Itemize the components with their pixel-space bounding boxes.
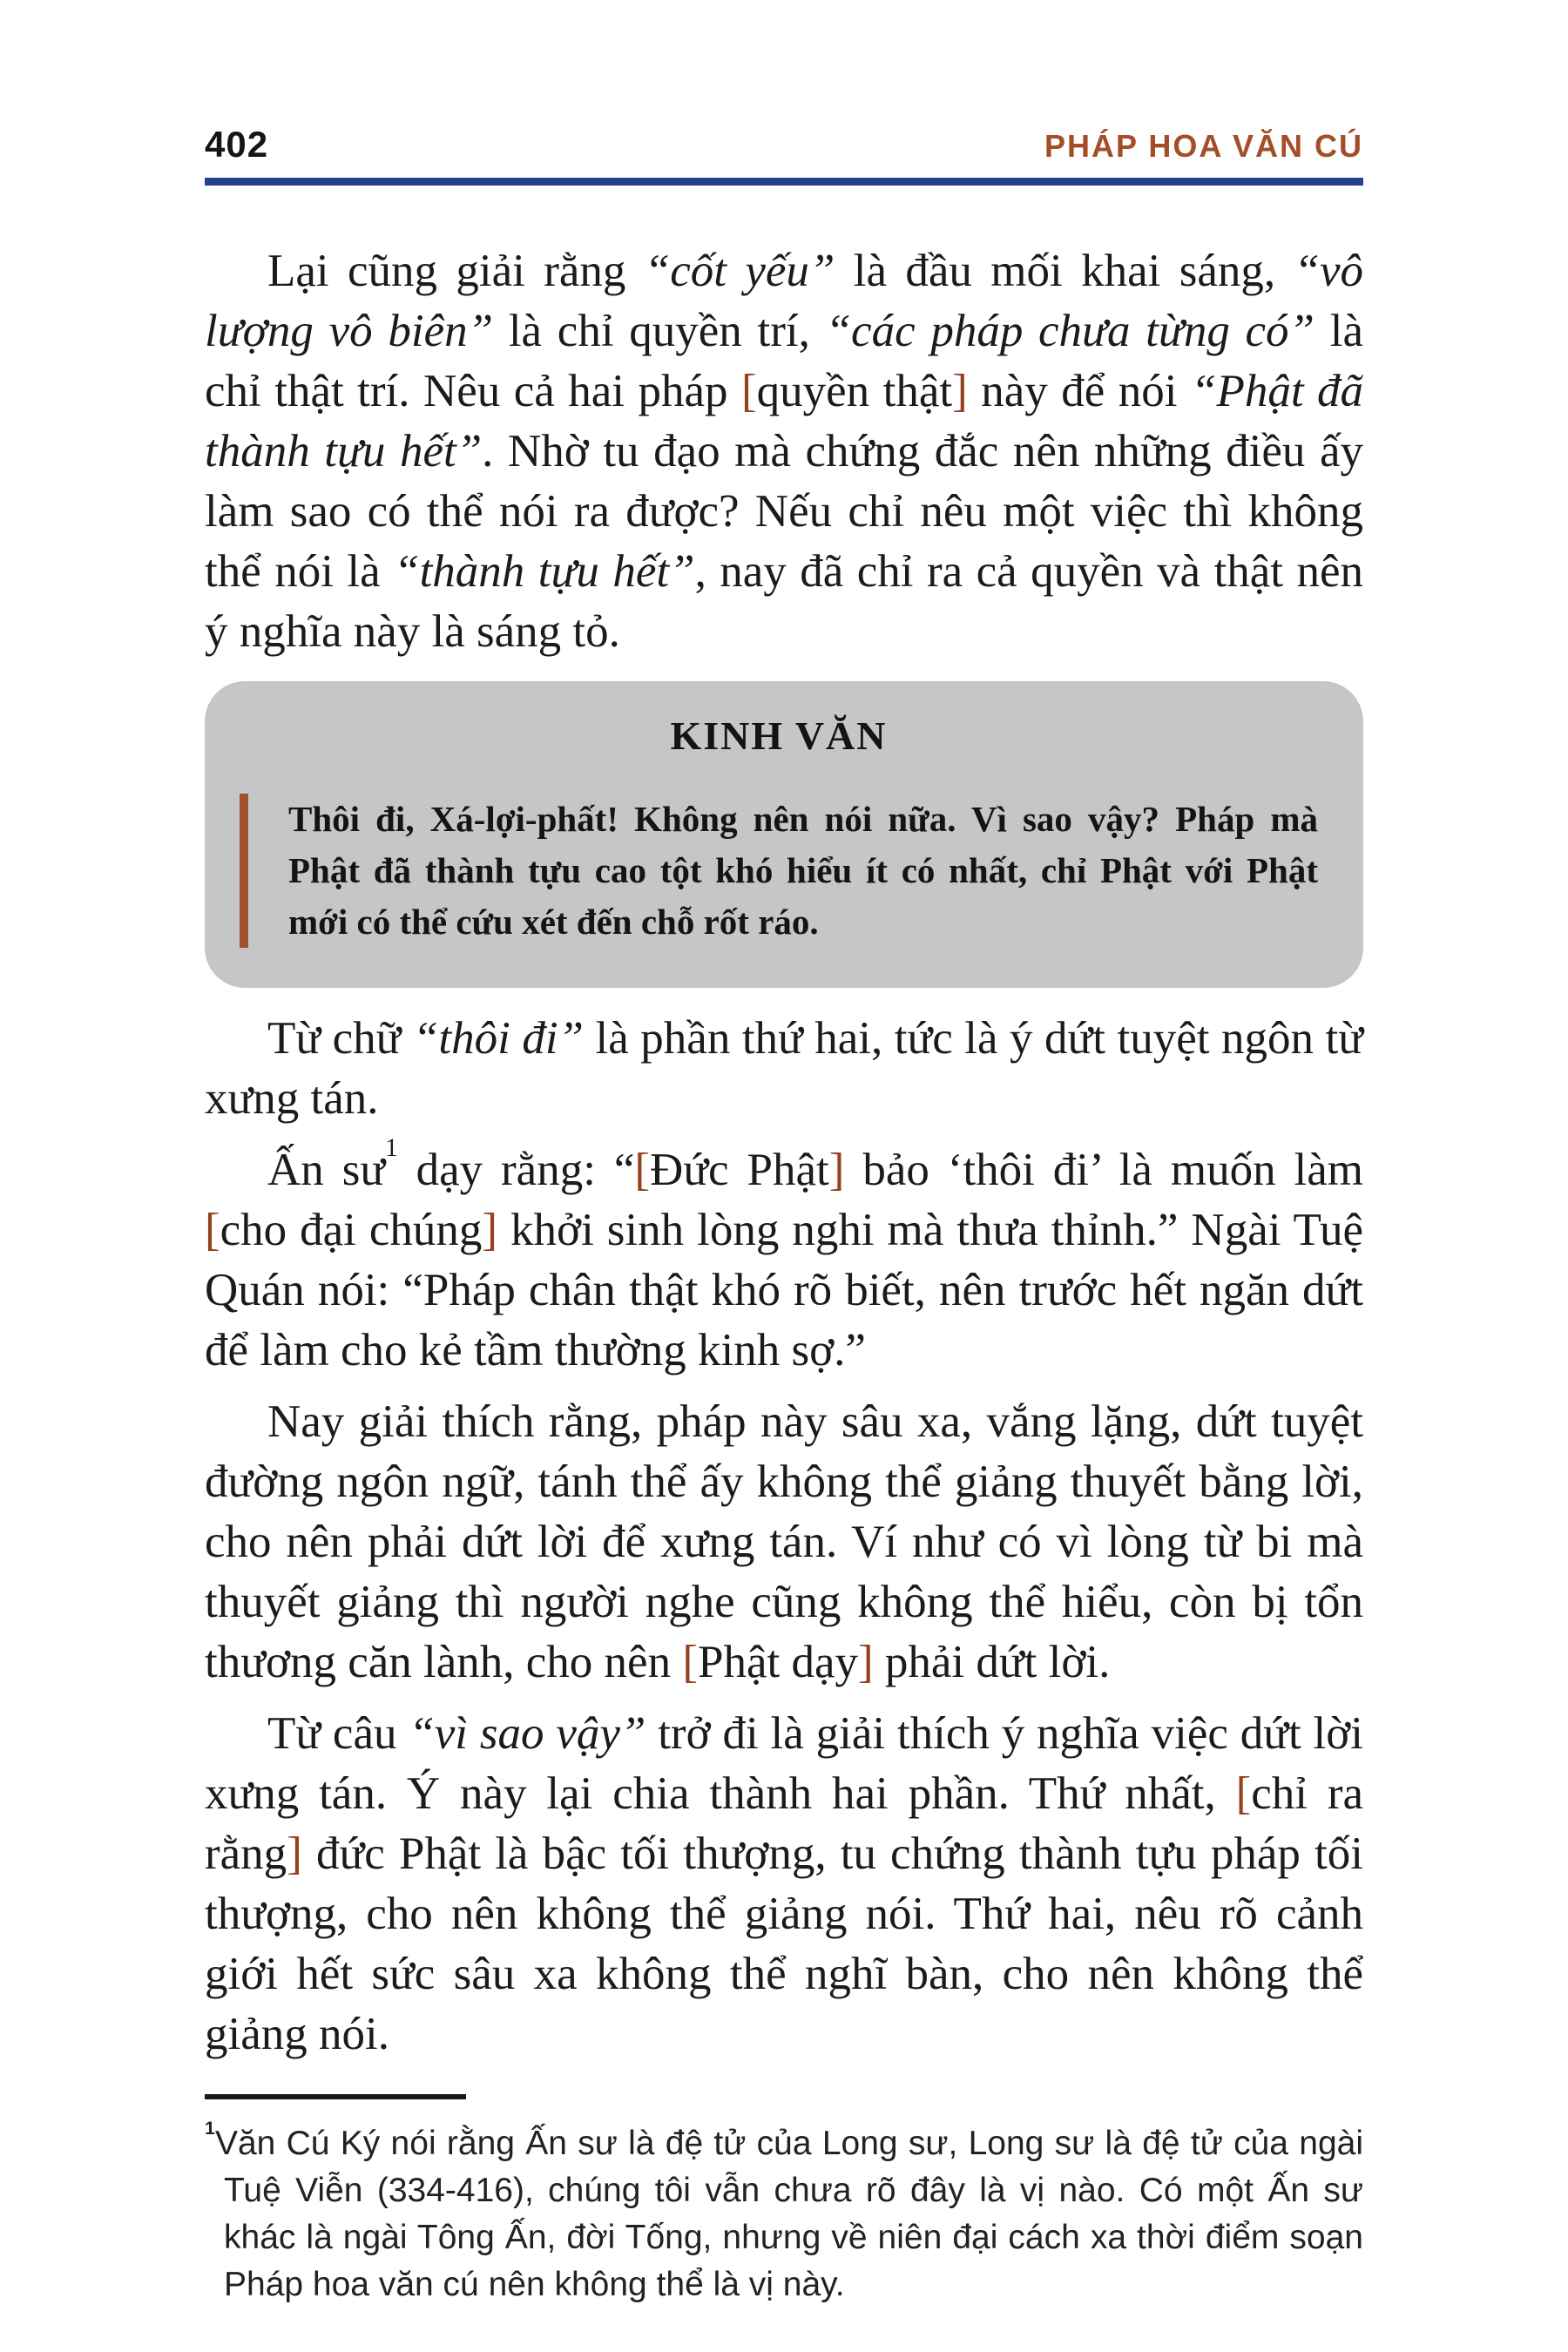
page-number: 402	[205, 124, 269, 165]
paragraph-1: Lại cũng giải rằng “cốt yếu” là đầu mối khai sáng, “vô lượng vô biên” là chỉ quyền trí, “các pháp chưa từng có” là chỉ thật trí. Nêu cả hai pháp [quyền thật] này để nói “Phật đã thành tựu hết”. Nhờ tu đạo mà chứng đắc nên những điều ấy làm sao có thể nói ra được? Nếu chỉ nêu một việc thì không thể nói là “thành tựu hết”, nay đã chỉ ra cả quyền và thật nên ý nghĩa này là sáng tỏ.	[205, 246, 1364, 657]
paragraph-5: Từ câu “vì sao vậy” trở đi là giải thích ý nghĩa việc dứt lời xưng tán. Ý này lại chia thành hai phần. Thứ nhất, [chỉ ra rằng] đức Phật là bậc tối thượng, tu chứng thành tựu pháp tối thượng, cho nên không thể giảng nói. Thứ hai, nêu rõ cảnh giới hết sức sâu xa không thể nghĩ bàn, cho nên không thể giảng nói.	[205, 1708, 1363, 2059]
footnote-separator	[205, 2094, 466, 2099]
kinh-van-quote: Thôi đi, Xá-lợi-phất! Không nên nói nữa. Vì sao vậy? Pháp mà Phật đã thành tựu cao tột khó hiểu ít có nhất, chỉ Phật với Phật mới có thể cứu xét đến chỗ rốt ráo.	[240, 794, 1318, 948]
running-title: PHÁP HOA VĂN CÚ	[1044, 128, 1363, 164]
page-header	[205, 124, 1363, 166]
paragraph-3: Ấn sư$^1$ dạy rằng: “[Đức Phật] bảo ‘thôi đi’ là muốn làm [cho đại chúng] khởi sinh lòng nghi mà thưa thỉnh.” Ngài Tuệ Quán nói: “Pháp chân thật khó rõ biết, nên trước hết ngăn dứt để làm cho kẻ tầm thường kinh sợ.”	[205, 1133, 1364, 1375]
kinh-van-title: KINH VĂN	[670, 713, 888, 758]
footnote-marker: 1	[205, 2118, 215, 2139]
header-rule	[205, 178, 1363, 186]
footnote-text: Văn Cú Ký nói rằng Ấn sư là đệ tử của Long sư, Long sư là đệ tử của ngài Tuệ Viễn (334-416), chúng tôi vẫn chưa rõ đây là vị nào. Có một Ấn sư khác là ngài Tông Ấn, đời Tống, nhưng về niên đại cách xa thời điểm soạn Pháp hoa văn cú nên không thể là vị này.	[214, 2125, 1363, 2303]
paragraph-2: Từ chữ “thôi đi” là phần thứ hai, tức là ý dứt tuyệt ngôn từ xưng tán.	[205, 1013, 1363, 1124]
body-text	[205, 241, 1363, 2308]
kinh-van-box	[205, 681, 1363, 988]
footnote	[205, 2120, 1363, 2308]
paragraph-4: Nay giải thích rằng, pháp này sâu xa, vắng lặng, dứt tuyệt đường ngôn ngữ, tánh thể ấy không thể giảng thuyết bằng lời, cho nên phải dứt lời để xưng tán. Ví như có vì lòng từ bi mà thuyết giảng thì người nghe cũng không thể hiểu, còn bị tổn thương căn lành, cho nên [Phật dạy] phải dứt lời.	[205, 1396, 1363, 1687]
